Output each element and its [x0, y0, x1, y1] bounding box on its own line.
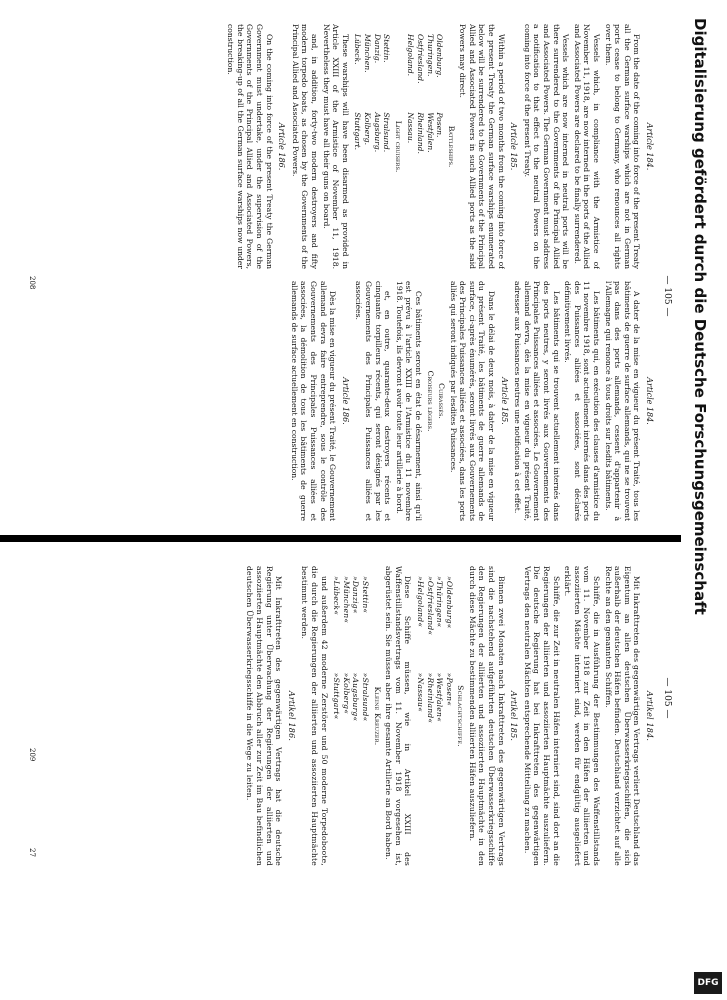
ship-name: Stuttgart.	[353, 112, 363, 151]
fr-battleships-heading: Cuirassés.	[437, 383, 447, 419]
fr-art185-p2: Ces bâtiments seront en état de désarmement, ainsi qu'il est prévu à l'article XXIII de l'Armistice du 11 novembre 1918. Toutefois, ils devront avoir toute leur artillerie à bord.	[394, 281, 423, 521]
ship-name: »München«	[341, 576, 351, 624]
ship-name: »Westfalen«	[435, 672, 445, 722]
page-header-lower: — 105 —	[662, 677, 672, 719]
ship-name: Lübeck.	[353, 34, 363, 65]
funding-notice: Digitalisierung gefördert durch die Deutsche Forschungsgemeinschaft	[691, 18, 709, 615]
de-art185-title: Artikel 185.	[509, 690, 519, 742]
fr-art185-p3: et, en outre, quarante-deux destroyers récents et cinquante torpilleurs récents, qui seront désignés par les Gouvernements des Principales Puissances alliées et associées.	[354, 281, 393, 521]
ship-name: »Stuttgart«	[332, 672, 342, 720]
ship-name: Nassau.	[406, 112, 416, 144]
ship-name: Kolberg.	[362, 112, 372, 146]
ship-name: Augsburg.	[372, 112, 382, 153]
de-art184-title: Artikel 184.	[645, 690, 654, 742]
de-art184-p2: Schiffe, die in Ausführung der Bestimmungen des Waffenstillstands vom 11. November 1918 zur Zeit in den Häfen der alliierten und assoziierten Mächte interniert sind, werden für endgültig ausgeliefert erklärt.	[563, 566, 602, 866]
en-art184-title: Article 184.	[645, 122, 654, 171]
signature-mark: 27	[28, 848, 36, 857]
en-cruisers-heading: Light cruisers.	[393, 120, 403, 173]
ship-name: »Danzig«	[351, 576, 361, 614]
ship-name: Westfalen.	[425, 112, 435, 153]
ship-name: »Lübeck«	[332, 576, 342, 616]
ship-name: Stralsund.	[382, 112, 392, 153]
en-art186-p1: On the coming into force of the present Treaty the German Government must undertake, under the supervision of the Governments of the Principal Allied and Associated Powers, the breaking-up of all the German surface warships now under construction.	[226, 24, 274, 269]
de-art186-p1: Mit Inkrafttreten des gegenwärtigen Vertrags hat die deutsche Regierung unter Überwachung der Regierungen der alliierten und assoziierten Hauptmächte den Abbruch aller zur Zeit im Bau befindlichen deutschen Überwasserkriegsschiffe in die Wege zu leiten.	[245, 566, 284, 866]
folio-right: 209	[28, 748, 36, 762]
folio-left: 208	[28, 276, 36, 290]
de-cruiser-list	[332, 576, 370, 866]
fr-art184-p2: Les bâtiments qui, en exécution des clauses d'armistice du 11 novembre 1918, sont actuellement internés dans des ports des Puissances alliées et associées, sont déclarés définitivement livrés.	[563, 281, 602, 521]
fr-art185-title: Article 185.	[499, 377, 509, 425]
ship-name: »Stettin«	[360, 576, 370, 614]
ship-name: Stettin.	[382, 34, 392, 63]
ship-name: »Ostfriesland«	[425, 576, 435, 636]
de-art184-p3: Schiffe, die zur Zeit in neutralen Häfen interniert sind, sind dort an die Regierungen der alliierten und assoziierten Hauptmächte auszuliefern. Die deutsche Regierung hat bei Inkrafttreten des gegenwärtigen Vertrags den neutralen Mächten entsprechende Mitteilung zu machen.	[522, 566, 561, 866]
en-battleship-list	[406, 34, 444, 269]
ship-name: München.	[362, 34, 372, 73]
fr-art185-p1: Dans le délai de deux mois, à dater de la mise en vigueur du présent Traité, les bâtiments de guerre allemands de surface, ci-après énumérés, seront livrés aux Gouvernements des Principales Puissances alliées et associées, dans les ports alliés qui seront indiqués par lesdites Puissances.	[448, 281, 497, 521]
fr-art184-title: Article 184.	[645, 377, 654, 425]
german-column	[28, 566, 658, 866]
en-art185-p2: These warships will have been disarmed as provided in Article XXIII of the Armistice of November 11, 1918. Nevertheless they must have all their guns on board.	[321, 24, 350, 269]
de-battleship-list	[415, 576, 453, 866]
de-battleships-heading: Schlachtschiffe.	[456, 685, 466, 747]
de-art185-p3: und außerdem 42 moderne Zerstörer und 50 moderne Torpedoboote, die durch die Regierungen der alliierten und assoziierten Hauptmächte bestimmt werden.	[300, 566, 329, 866]
en-art184-p1: From the date of the coming into force of the present Treaty all the German surface warships which are not in German ports cease to belong to Germany, who renounces all rights over them.	[603, 24, 642, 269]
de-art186-title: Artikel 186.	[286, 690, 296, 742]
ship-name: Helgoland.	[406, 34, 416, 77]
ship-name: Posen.	[435, 112, 445, 138]
page-gutter	[0, 535, 681, 542]
ship-name: »Oldenburg«	[444, 576, 454, 629]
ship-name: »Helgoland«	[415, 576, 425, 628]
english-column	[28, 24, 658, 269]
ship-name: Thuringen.	[425, 34, 435, 77]
ship-name: »Augsburg«	[351, 672, 361, 722]
ship-name: »Rheinland«	[425, 672, 435, 724]
de-art185-p2: Diese Schiffe müssen, wie in Artikel XXIII des Waffenstillstandsvertrags vom 11. November 1918 vorgesehen ist, abgerüstet sein. Sie müssen aber ihre gesamte Artillerie an Bord haben.	[384, 566, 413, 866]
ship-name: Oldenburg.	[435, 34, 445, 78]
fr-cruisers-heading: Croiseurs légers.	[425, 370, 435, 432]
de-art185-p1: Binnen zwei Monaten nach Inkrafttreten des gegenwärtigen Vertrags sind die nachstehend aufgeführten deutschen Überwasserkriegsschiffe den Regierungen der alliierten und assoziierten Hauptmächte in den durch diese Mächte zu bestimmenden alliierten Häfen auszuliefern.	[467, 566, 506, 866]
ship-name: »Nassau«	[415, 672, 425, 712]
left-page	[26, 6, 676, 526]
en-art185-title: Article 185.	[509, 122, 519, 171]
en-art185-p3: and, in addition, forty-two modern destroyers and fifty modern torpedo boats, as chosen by the Governments of the Principal Allied and Associated Powers.	[290, 24, 319, 269]
fr-art186-p1: Dès la mise en vigueur du présent Traité, le Gouvernement allemand devra faire entreprendre, sous le contrôle des Gouvernements des Principales Puissances alliées et associées, la démolition de tous les bâtiments de guerre allemands de surface actuellement en construction.	[289, 281, 338, 521]
dfg-logo: DFG	[694, 972, 722, 994]
ship-name: »Kolberg«	[341, 672, 351, 715]
fr-art186-title: Article 186.	[340, 377, 350, 425]
de-art184-p1: Mit Inkrafttreten des gegenwärtigen Vertrags verliert Deutschland das Eigentum an allen deutschen Überwasserkriegsschiffen, die sich außerhalb der deutschen Häfen befinden. Deutschland verzichtet auf alle Rechte an den genannten Schiffen.	[603, 566, 642, 866]
ship-name: Ostfriesland.	[415, 34, 425, 84]
ship-name: »Thüringen«	[435, 576, 445, 628]
en-art184-p2: Vessels which, in compliance with the Armistice of November 11, 1918, are now interned in the ports of the Allied and Associated Powers are declared to be finally surrendered.	[572, 24, 602, 269]
fr-art184-p3: Les bâtiments qui se trouvent actuellement internés dans des ports neutres, y seront livrés aux Gouvernements des Principales Puissances alliées et associées. Le Gouvernement allemand devra, dès la mise en vigueur du présent Traité, adresser aux Puissances neutres une notification à cet effet.	[513, 281, 561, 521]
right-page	[26, 548, 676, 988]
fr-art184-p1: A dater de la mise en vigueur du présent Traité, tous les bâtiments de guerre de surface allemands, qui ne se trouvent pas dans des ports allemands, cessent d'appartenir à l'Allemagne qui renonce à tous droits sur lesdits bâtiments.	[603, 281, 642, 521]
de-cruisers-heading: Kleine Kreuzer.	[372, 686, 382, 746]
en-battleships-heading: Battleships.	[446, 125, 456, 168]
en-art186-title: Article 186.	[277, 122, 287, 171]
ship-name: Rheinland.	[415, 112, 425, 154]
ship-name: Danzig.	[372, 34, 382, 64]
en-art185-p1: Within a period of two months from the coming into force of the present Treaty the German surface warships enumerated below will be surrendered to the Governments of the Principal Allied and Associated Powers in such Allied ports as the said Powers may direct.	[458, 24, 506, 269]
french-column	[28, 281, 658, 521]
en-art184-p3: Vessels which are now interned in neutral ports will be there surrendered to the Governments of the Principal Allied and Associated Powers. The German Government must address a notification to that effect to the neutral Powers on the coming into force of the present Treaty.	[522, 24, 571, 269]
ship-name: »Posen«	[444, 672, 454, 707]
ship-name: »Stralsund«	[360, 672, 370, 722]
page-header: — 105 —	[662, 275, 672, 317]
en-cruiser-list	[353, 34, 391, 269]
